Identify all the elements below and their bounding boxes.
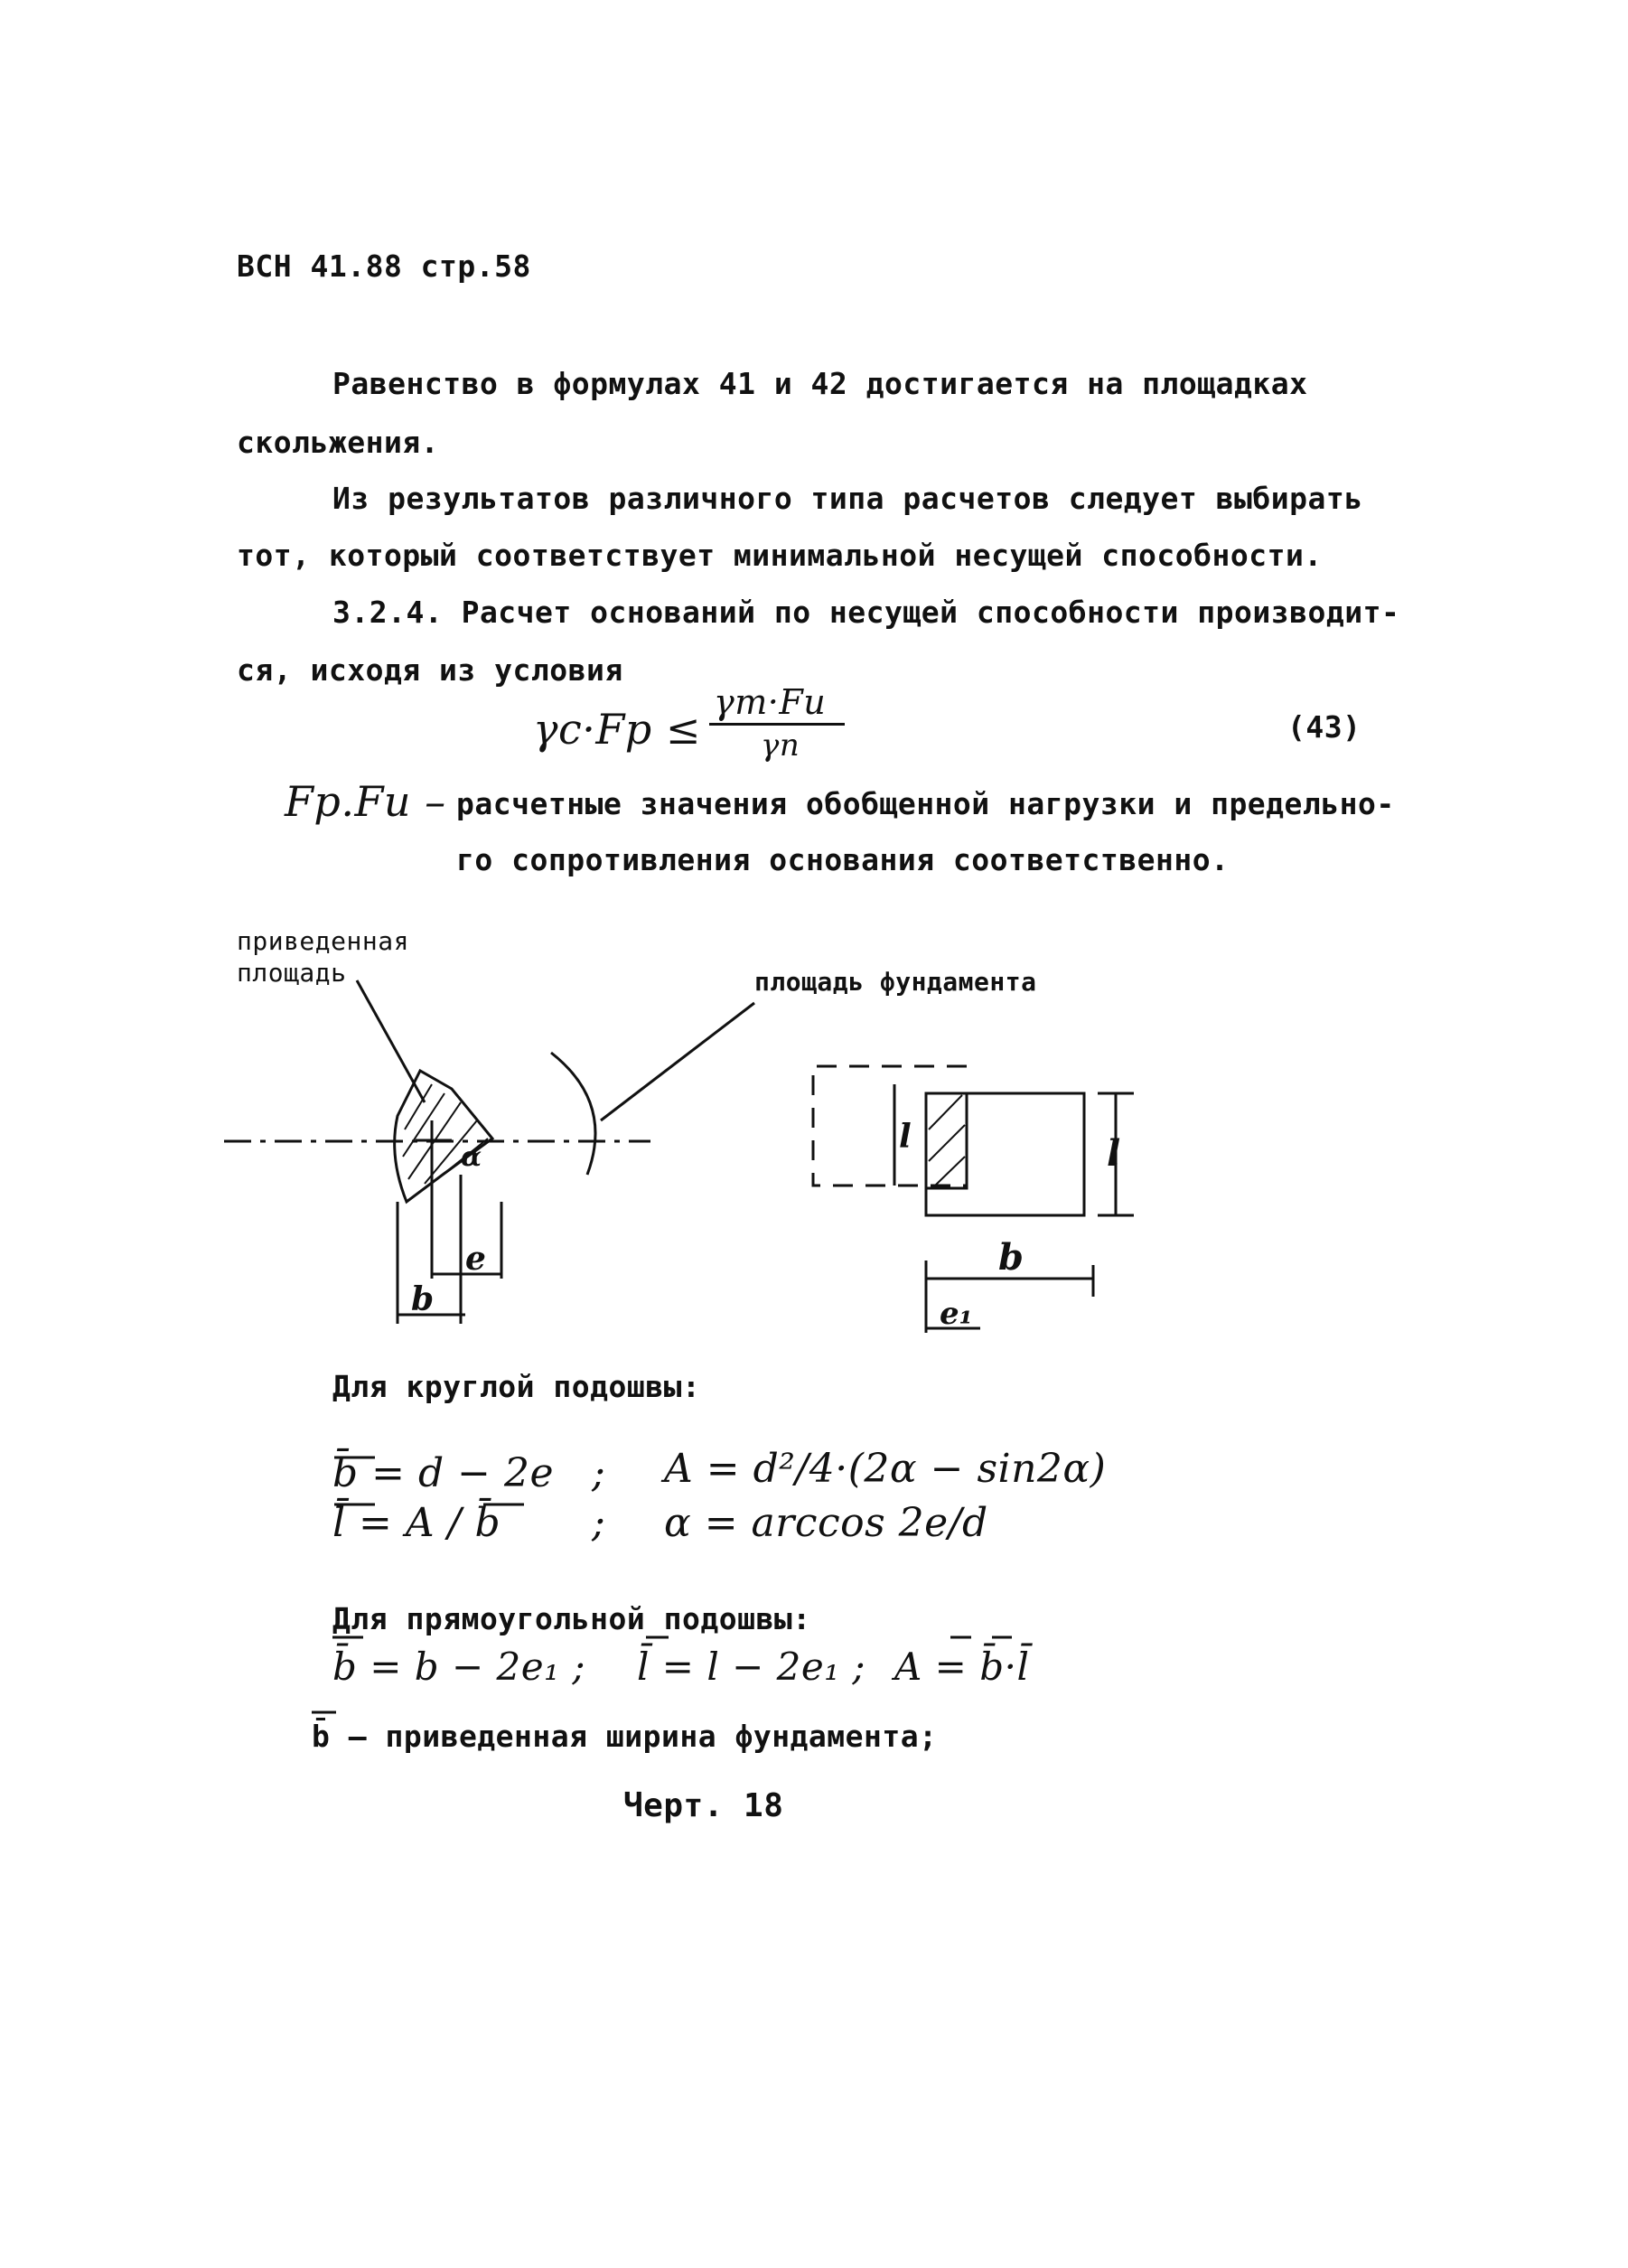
formula-43-lhs: γc·Fp ≤	[533, 705, 701, 754]
dim-l-inner-label: l	[899, 1118, 912, 1156]
formula-43-number: (43)	[1287, 709, 1361, 745]
paragraph-2-line-1: Из результатов различного типа расчетов следует выбирать	[332, 481, 1363, 516]
dim-e1-label: e₁	[940, 1296, 973, 1332]
round-heading: Для круглой подошвы:	[332, 1369, 701, 1404]
definition-line-1: расчетные значения обобщенной нагрузки и предельно-	[456, 786, 1395, 821]
page-header: ВСН 41.88 стр.58	[237, 248, 531, 284]
dim-l-right-label: l	[1107, 1132, 1121, 1175]
rect-formula-1: b̄ = b − 2e₁ ;	[332, 1645, 585, 1689]
round-formula-2-left: l̄ = A / b̄	[332, 1500, 501, 1546]
rect-formula-3: A = b̄·l̄	[894, 1645, 1030, 1689]
formula-43-denominator: γn	[761, 727, 800, 764]
dim-e-label: e	[465, 1240, 486, 1278]
foundation-rect	[926, 1093, 1084, 1215]
label-reduced-area-2: площадь	[237, 958, 347, 988]
paragraph-1-line-2: скольжения.	[237, 425, 440, 460]
dashed-offset-rect	[813, 1066, 967, 1186]
round-formula-2-right: α = arccos 2e/d	[664, 1500, 988, 1546]
paragraph-2-line-2: тот, который соответствует минимальной несущей способности.	[237, 538, 1323, 573]
definition-line-2: го сопротивления основания соответственно.	[456, 842, 1230, 877]
rect-heading: Для прямоугольной подошвы:	[332, 1601, 811, 1636]
rect-formula-2: l̄ = l − 2e₁ ;	[637, 1645, 866, 1689]
round-formula-1-right: A = d²/4·(2α − sin2α)	[664, 1446, 1107, 1492]
foundation-hatch	[929, 1095, 965, 1186]
leader-line-foundation	[601, 1003, 754, 1120]
formula-43-numerator: γm·Fu	[714, 682, 827, 722]
label-reduced-area-1: приведенная	[237, 926, 409, 956]
paragraph-1-line-1: Равенство в формулах 41 и 42 достигается на площадках	[332, 366, 1308, 401]
definition-symbols: Fp.Fu –	[285, 777, 446, 826]
dim-b-right-label: b	[998, 1236, 1024, 1279]
dim-b-label: b	[411, 1280, 435, 1318]
round-formula-2-separator: ;	[592, 1500, 606, 1546]
reduced-area-outline	[395, 1071, 492, 1202]
round-formula-1-left: b̄ = d − 2e	[332, 1450, 555, 1496]
paragraph-3-line-1: 3.2.4. Расчет оснований по несущей способности производит-	[332, 595, 1400, 630]
label-foundation-area: площадь фундамента	[754, 967, 1037, 997]
circle-arc	[551, 1053, 595, 1175]
figure-caption: Черт. 18	[623, 1787, 784, 1824]
dim-alpha-label: α	[461, 1141, 482, 1173]
round-formula-1-separator: ;	[592, 1450, 606, 1496]
paragraph-3-line-2: ся, исходя из условия	[237, 652, 623, 688]
definition-b-bar: b̄ – приведенная ширина фундамента;	[312, 1719, 938, 1754]
